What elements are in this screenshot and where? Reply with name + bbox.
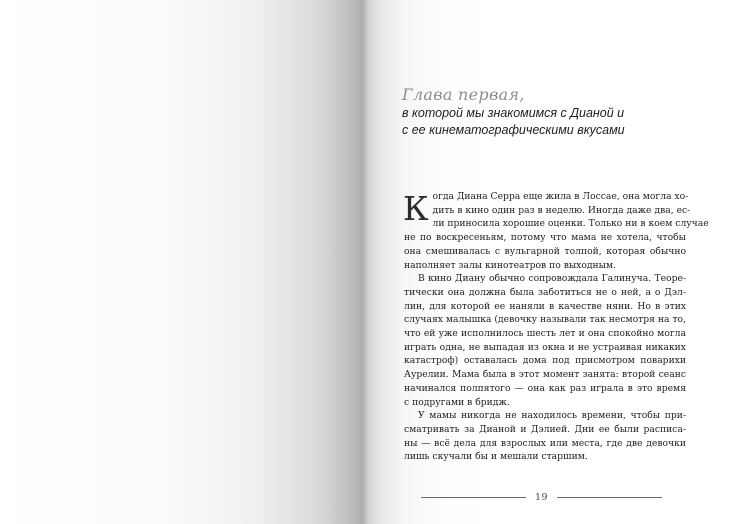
text-line: катастроф) оставалась дома под присмотром поварихи xyxy=(404,355,686,367)
footer-rule-left xyxy=(421,497,526,498)
text-line: лин, для которой ее наняли в качестве няни. Но в этих xyxy=(404,300,686,312)
paragraph-3 xyxy=(404,409,686,464)
paragraph-2 xyxy=(404,272,686,409)
text-line: играть одна, не выпадая из окна и не устраивая никаких xyxy=(404,341,686,353)
text-line: дить в кино один раз в неделю. Иногда даже два, ес- xyxy=(432,204,691,216)
text-line: Аурелии. Мама была в этот момент занята: второй сеанс xyxy=(404,369,686,381)
chapter-subtitle xyxy=(402,105,702,139)
page-footer xyxy=(421,490,662,504)
text-line: ны — всё дела для взрослых или места, где две девочки xyxy=(404,437,686,449)
text-line: огда Диана Серра еще жила в Лоссае, она могла хо- xyxy=(432,191,689,202)
chapter-subtitle-line: в которой мы знакомимся с Дианой и xyxy=(402,106,625,120)
text-line: не по воскресеньям, потому что мама не хотела, чтобы xyxy=(404,232,686,244)
text-line: У мамы никогда не находилось времени, чтобы при- xyxy=(418,410,686,422)
page-number: 19 xyxy=(534,491,549,503)
chapter-body-text xyxy=(403,189,709,464)
text-line: лишь скучали бы и мешали старшим. xyxy=(404,451,588,463)
footer-rule-right xyxy=(557,497,662,498)
text-line: что ей уже исполнилось шесть лет и она спокойно могла xyxy=(404,328,686,340)
text-line: сматривать за Дианой и Дэлией. Дни ее были расписа- xyxy=(404,423,686,435)
paragraph-1 xyxy=(403,189,709,272)
text-line: начинался полпятого — она как раз играла в это время xyxy=(404,382,686,394)
chapter-label: Глава первая, xyxy=(402,85,525,104)
chapter-subtitle-line: с ее кинематографическими вкусами xyxy=(402,123,625,137)
text-line: с подругами в бридж. xyxy=(404,396,510,408)
text-line: ли приносила хорошие оценки. Только ни в коем случае xyxy=(432,218,709,230)
text-line: наполняет залы кинотеатров по выходным. xyxy=(404,259,617,271)
book-gutter xyxy=(362,0,370,524)
text-line: тически она должна была заботиться не о ней, а о Дэл- xyxy=(404,286,686,298)
text-line: она смешивалась с вульгарной толпой, которая обычно xyxy=(404,245,686,257)
chapter-heading xyxy=(402,86,702,139)
drop-cap: К xyxy=(403,189,429,228)
text-line: случаях малышка (девочку называли так несмотря на то, xyxy=(404,314,686,326)
text-line: В кино Диану обычно сопровождала Галинуча. Теоре- xyxy=(418,273,686,285)
